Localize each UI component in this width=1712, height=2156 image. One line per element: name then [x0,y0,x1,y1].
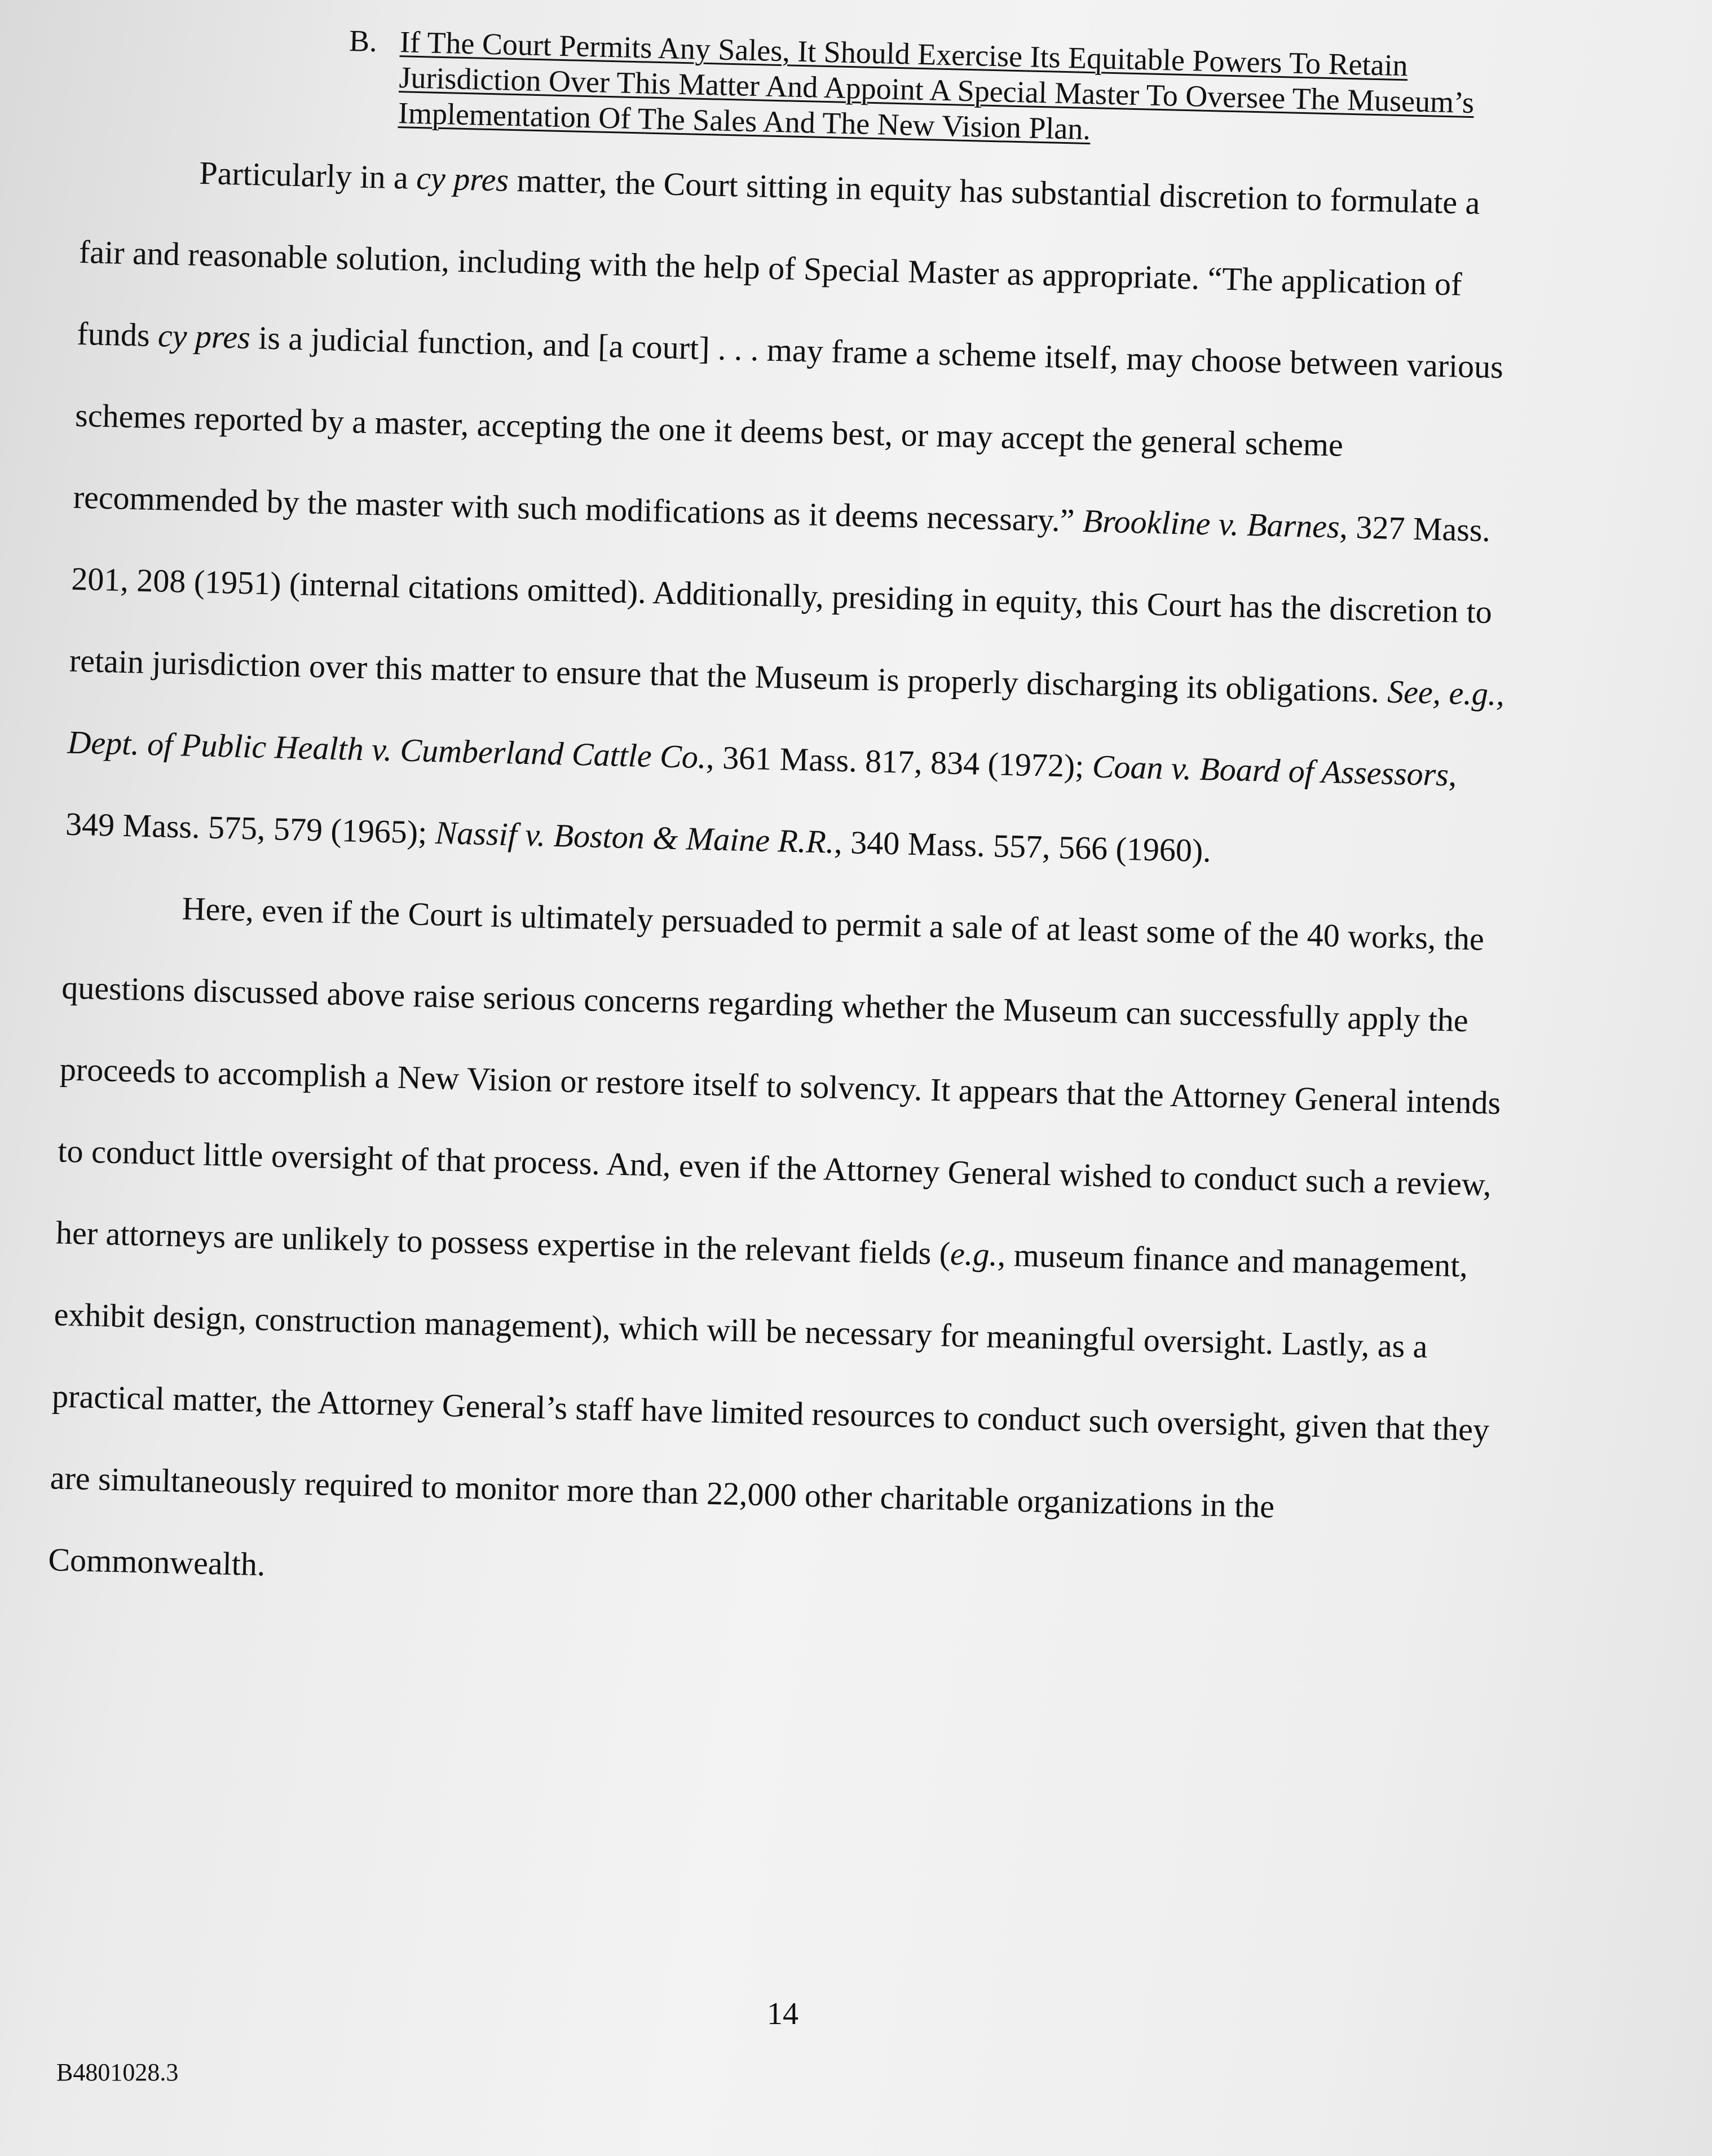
page-content [47,17,1528,1634]
citation-coan: Coan v. Board of Assessors [1092,748,1449,793]
section-letter: B. [348,24,378,59]
p1-text-2: matter, the Court sitting in equity has substantial discretion to formulate a fair and reasonable solution, including with the help of Special Master as appropriate. “The application of funds [77,161,1481,354]
p2-text-1: Here, even if the Court is ultimately persuaded to permit a sale of at least some of the 40 works, the questions discussed above raise serious concerns regarding whether the Museum can successfully apply the proceeds to accomplish a New Vision or restore itself to solvency. It appears that the Attorney General intends to conduct little oversight of that process. And, even if the Attorney General wished to conduct such a review, her attorneys are unlikely to possess expertise in the relevant fields ( [55,890,1501,1272]
paragraph-2 [47,865,1508,1634]
p2-eg: e.g. [950,1235,998,1273]
document-id: B4801028.3 [56,2058,179,2086]
p1-text-4: , 327 Mass. 201, 208 (1951) (internal citations omitted). Additionally, presiding in equity, this Court has the discretion to retain jurisdiction over this matter to ensure that the Museum is properly discharging its obligations. [69,508,1493,710]
p1-cypres-1: cy pres [416,159,509,198]
citation-brookline: Brookline v. Barnes [1082,502,1340,545]
p1-text-5: , 361 Mass. 817, 834 (1972); [705,739,1093,785]
citation-nassif: Nassif v. Boston & Maine R.R. [435,814,835,860]
p1-text-6: , 349 Mass. 575, 579 (1965); [65,756,1458,851]
p1-text-7: , 340 Mass. 557, 566 (1960). [833,823,1212,869]
paragraph-1 [65,129,1525,899]
citation-cumberland: See, e.g., Dept. of Public Health v. Cumberland Cattle Co. [67,673,1505,776]
p2-text-2: , museum finance and management, exhibit design, construction management), which will be necessary for meaningful oversight. Lastly, as a practical matter, the Attorney General’s staff have limited resources to conduct such oversight, given that they are simultaneously required to monitor more than 22,000 other charitable organizations in the Commonwealth. [47,1236,1490,1583]
body-text [47,129,1525,1634]
section-heading-text: If The Court Permits Any Sales, It Should Exercise Its Equitable Powers To Retain Jurisdiction Over This Matter And Appoint A Special Master To Oversee The Museum’s Implementation Of The Sales And The New Vision Plan. [398,25,1475,147]
p1-text-3: is a judicial function, and [a court] . . . may frame a scheme itself, may choose between various schemes reported by a master, accepting the one it deems best, or may accept the general scheme recommended by the master with such modifications as it deems necessary.” [73,319,1504,539]
p1-cypres-2: cy pres [157,317,251,356]
page-number: 14 [767,1996,798,2031]
p1-text-1: Particularly in a [198,154,417,196]
